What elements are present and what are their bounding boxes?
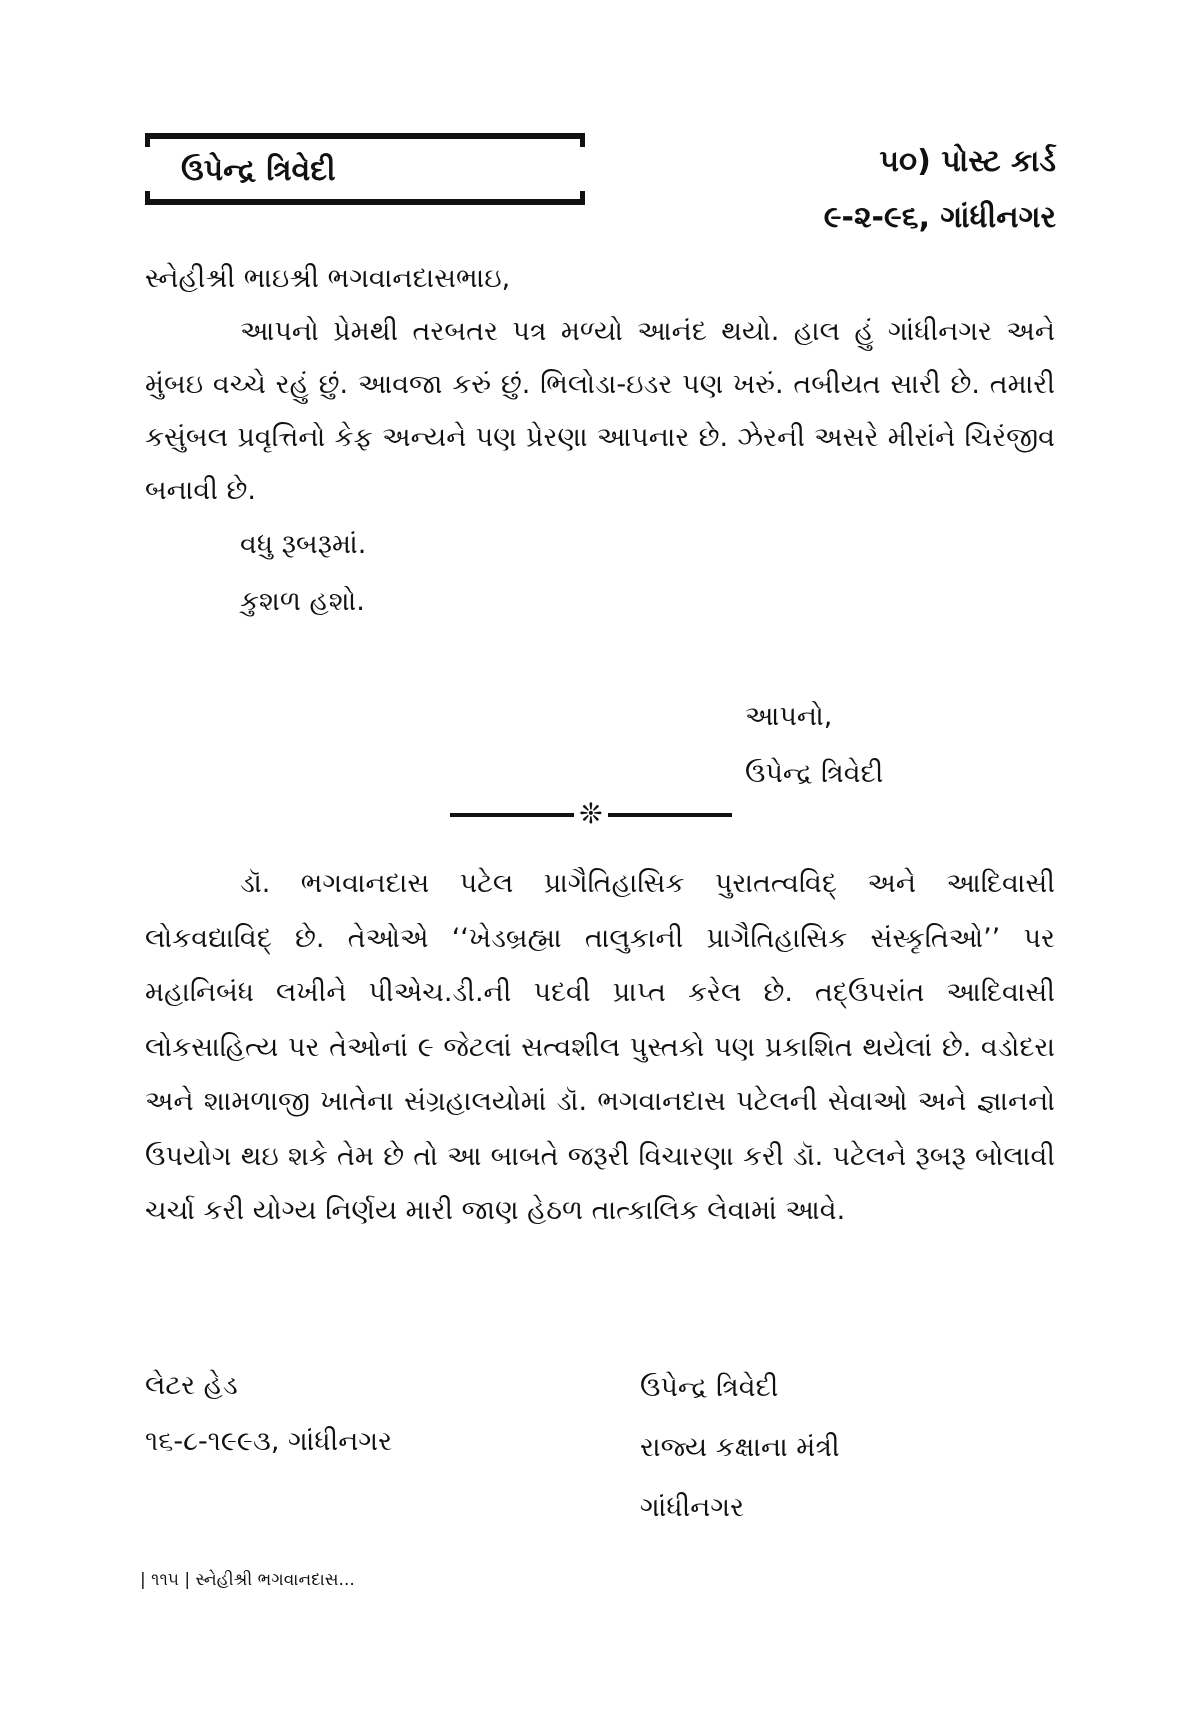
signatory-place: ગાંધીનગર [640, 1492, 745, 1523]
author-name-box [145, 133, 585, 205]
letter-number: ૫૦) પોસ્ટ કાર્ડ [879, 144, 1056, 179]
author-name: ઉપેન્દ્ર ત્રિવેદી [181, 153, 336, 188]
signatory-title: રાજ્ય કક્ષાના મંત્રી [640, 1432, 840, 1463]
letterhead-info [145, 1358, 392, 1470]
signatory-name: ઉપેન્દ્ર ત્રિવેદી [640, 1372, 779, 1403]
letter-sign-off [745, 688, 883, 802]
bracket-corner [580, 133, 585, 147]
footer-separator: | [184, 1570, 191, 1590]
page-footer [140, 1570, 355, 1590]
bracket-corner [145, 191, 150, 205]
ornament-icon: ❊ [574, 797, 608, 831]
letter-closing-line: વધુ રૂબરૂમાં. [240, 529, 367, 560]
letter-body: આપનો પ્રેમથી તરબતર પત્ર મળ્યો આનંદ થયો. હાલ હું ગાંધીનગર અને મુંબઇ વચ્ચે રહું છું. આવજા કરું છું. ભિલોડા-ઇડર પણ ખરું. તબીયત સારી છે. તમારી કસુંબલ પ્રવૃત્તિનો કેફ અન્યને પણ પ્રેરણા આપનાર છે. ઝેરની અસરે મીરાંને ચિરંજીવ બનાવી છે. [145, 316, 1055, 506]
letter-salutation: સ્નેહીશ્રી ભાઇશ્રી ભગવાનદાસભાઇ, [145, 263, 511, 294]
footer-separator: | [140, 1570, 146, 1590]
page-number: ૧૧૫ [151, 1570, 179, 1590]
letter-header-info [824, 134, 1056, 246]
signatory-block [640, 1358, 840, 1538]
letterhead-type: લેટર હેડ [145, 1370, 238, 1401]
bracket-corner [145, 133, 150, 147]
letter-signature: ઉપેન્દ્ર ત્રિવેદી [745, 758, 884, 789]
book-title: સ્નેહીશ્રી ભગવાનદાસ... [195, 1570, 355, 1590]
sign-off-text: આપનો, [745, 701, 833, 732]
recommendation-note: ડૉ. ભગવાનદાસ પટેલ પ્રાગૈતિહાસિક પુરાતત્વવિદ્ અને આદિવાસી લોકવદ્યાવિદ્ છે. તેઓએ ‘‘ખેડબ્રહ્મા તાલુકાની પ્રાગૈતિહાસિક સંસ્કૃતિઓ’’ પર મહાનિબંધ લખીને પીએચ.ડી.ની પદવી પ્રાપ્ત કરેલ છે. તદ્ઉપરાંત આદિવાસી લોકસાહિત્ય પર તેઓનાં ૯ જેટલાં સત્વશીલ પુસ્તકો પણ પ્રકાશિત થયેલાં છે. વડોદરા અને શામળાજી ખાતેના સંગ્રહાલયોમાં ડૉ. ભગવાનદાસ પટેલની સેવાઓ અને જ્ઞાનનો ઉપયોગ થઇ શકે તેમ છે તો આ બાબતે જરૂરી વિચારણા કરી ડૉ. પટેલને રૂબરૂ બોલાવી ચર્ચા કરી યોગ્ય નિર્ણય મારી જાણ હેઠળ તાત્કાલિક લેવામાં આવે. [145, 868, 1055, 1226]
letter-date-place: ૯-૨-૯૬, ગાંધીનગર [823, 200, 1056, 235]
letterhead-date-place: ૧૬-૮-૧૯૯૩, ગાંધીનગર [145, 1426, 393, 1457]
letter-closing-line: કુશળ હશો. [240, 586, 365, 617]
bracket-corner [580, 191, 585, 205]
